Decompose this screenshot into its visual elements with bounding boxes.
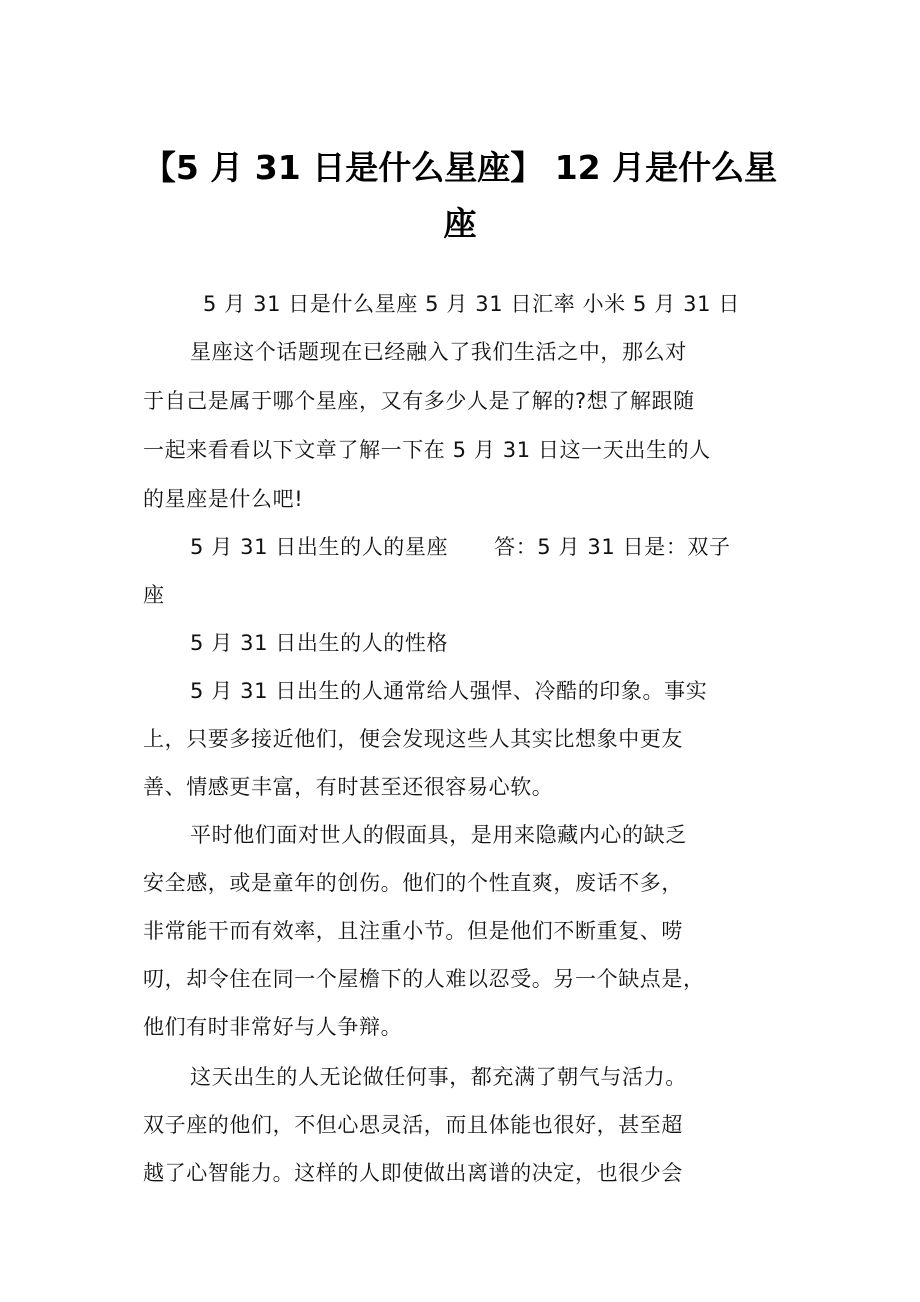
body-line: 5 月 31 日出生的人通常给人强悍、冷酷的印象。事实	[190, 679, 708, 703]
body-line: 5 月 31 日是什么星座 5 月 31 日汇率 小米 5 月 31 日	[203, 292, 740, 316]
body-line: 座	[143, 583, 165, 607]
section-heading: 5 月 31 日出生的人的性格	[190, 631, 449, 655]
answer-text: 答：5 月 31 日是：双子	[494, 535, 731, 559]
body-line: 非常能干而有效率，且注重小节。但是他们不断重复、唠	[143, 919, 683, 943]
body-line: 双子座的他们，不但心思灵活，而且体能也很好，甚至超	[143, 1113, 683, 1137]
body-line: 他们有时非常好与人争辩。	[143, 1015, 403, 1039]
document-title-line-2: 座	[443, 204, 477, 243]
body-line: 平时他们面对世人的假面具，是用来隐藏内心的缺乏	[190, 823, 687, 847]
body-line: 越了心智能力。这样的人即使做出离谱的决定，也很少会	[143, 1161, 683, 1185]
body-line: 于自己是属于哪个星座，又有多少人是了解的?想了解跟随	[143, 389, 695, 413]
document-title-line-1: 【5 月 31 日是什么星座】 12 月是什么星	[142, 148, 778, 187]
body-line: 一起来看看以下文章了解一下在 5 月 31 日这一天出生的人	[143, 438, 711, 462]
body-line: 善、情感更丰富，有时甚至还很容易心软。	[143, 775, 554, 799]
body-line: 叨，却令住在同一个屋檐下的人难以忍受。另一个缺点是，	[143, 967, 705, 991]
body-line: 星座这个话题现在已经融入了我们生活之中，那么对	[190, 340, 687, 364]
body-line: 这天出生的人无论做任何事，都充满了朝气与活力。	[190, 1065, 687, 1089]
body-line-with-answer	[190, 532, 731, 562]
body-line: 上，只要多接近他们，便会发现这些人其实比想象中更友	[143, 727, 683, 751]
body-line: 安全感，或是童年的创伤。他们的个性直爽，废话不多，	[143, 871, 683, 895]
body-line: 的星座是什么吧!	[143, 487, 304, 511]
question-text: 5 月 31 日出生的人的星座	[190, 535, 449, 559]
